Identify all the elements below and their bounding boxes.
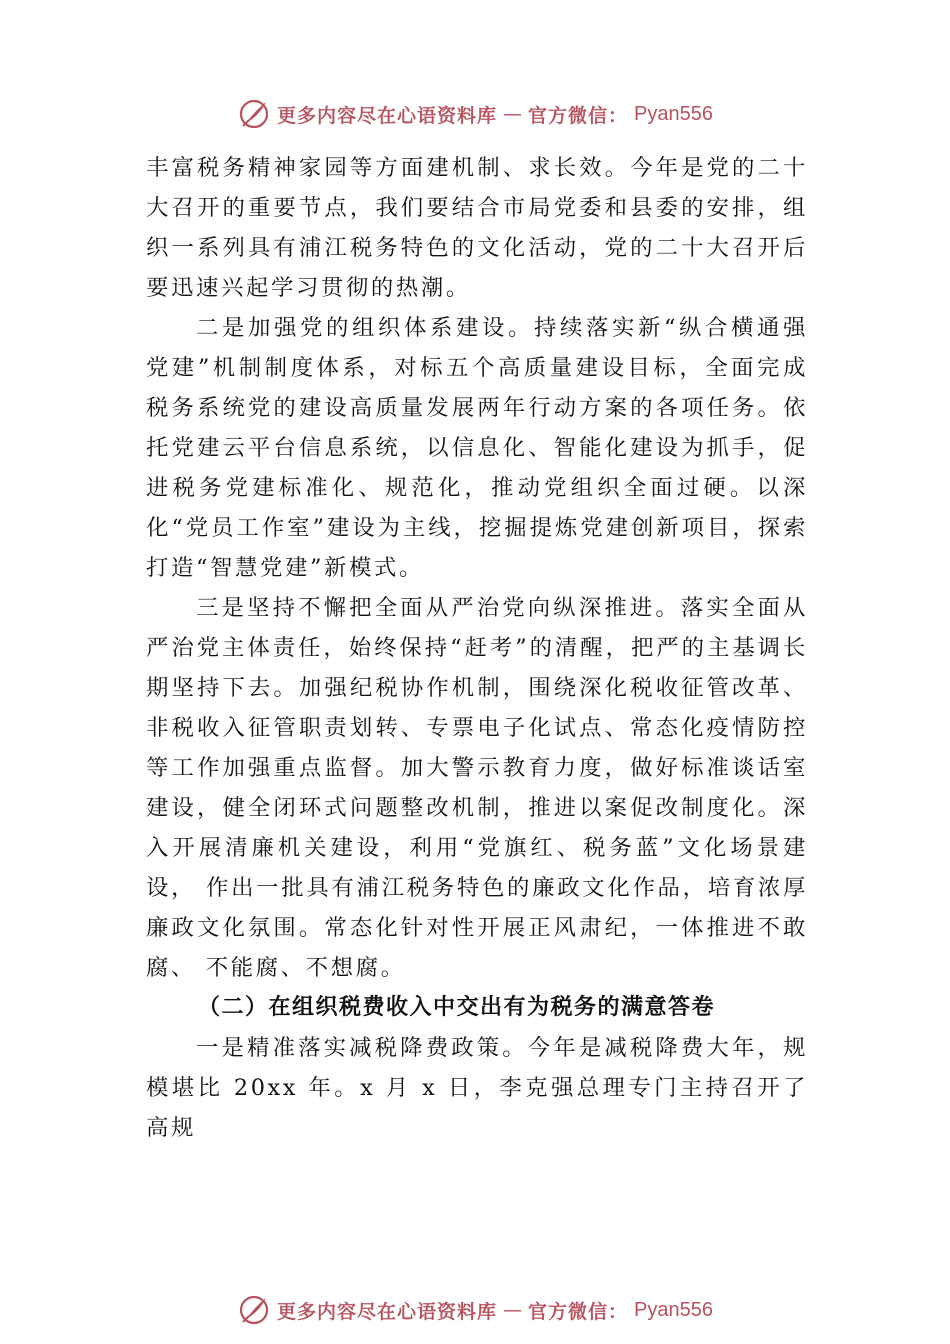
section-heading: （二）在组织税费收入中交出有为税务的满意答卷 [198,995,716,1020]
banner-separator: — [503,1299,523,1321]
banner-official-label: 官方微信： [528,104,629,127]
banner-wechat-id: Pyan556 [634,1298,713,1321]
quill-logo-icon [237,97,271,131]
quill-logo-icon [237,1293,271,1327]
paragraph-strict-governance: 三是坚持不懈把全面从严治党向纵深推进。落实全面从严治党主体责任，始终保持“赶考”的清醒，把严的主基调长期坚持下去。加强纪税协作机制，围绕深化税收征管改革、 非税收入征管职责划转、专票电子化试点、常态化疫情防控等工作加强重点监督。加大警示教育力度，做好标准谈话室建设，健全闭环式问题整改机制，推进以案促改制度化。深入开展清廉机关建设，利用“党旗红、税务蓝”文化场景建设， 作出一批具有浦江税务特色的廉政文化作品，培育浓厚廉政文化氛围。常态化针对性开展正风肃纪，一体推进不敢腐、 不能腐、不想腐。 [146,595,808,981]
footer-banner [0,1290,950,1330]
banner-official-label: 官方微信： [528,1300,629,1323]
banner-title: 更多内容尽在心语资料库 [277,104,498,127]
document-body [146,148,808,1148]
paragraph-continuation: 丰富税务精神家园等方面建机制、求长效。今年是党的二十大召开的重要节点，我们要结合市局党委和县委的安排，组织一系列具有浦江税务特色的文化活动，党的二十大召开后要迅速兴起学习贯彻的热潮。 [146,155,808,301]
paragraph-tax-reduction: 一是精准落实减税降费政策。今年是减税降费大年，规模堪比 20xx 年。x 月 x 日，李克强总理专门主持召开了高规 [146,1035,808,1141]
banner-wechat-id: Pyan556 [634,102,713,125]
header-banner [0,94,950,134]
banner-title: 更多内容尽在心语资料库 [277,1300,498,1323]
banner-separator: — [503,103,523,125]
paragraph-org-system: 二是加强党的组织体系建设。持续落实新“纵合横通强党建”机制制度体系，对标五个高质量建设目标，全面完成税务系统党的建设高质量发展两年行动方案的各项任务。依托党建云平台信息系统，以信息化、智能化建设为抓手，促进税务党建标准化、规范化，推动党组织全面过硬。以深化“党员工作室”建设为主线，挖掘提炼党建创新项目，探索打造“智慧党建”新模式。 [146,315,808,581]
